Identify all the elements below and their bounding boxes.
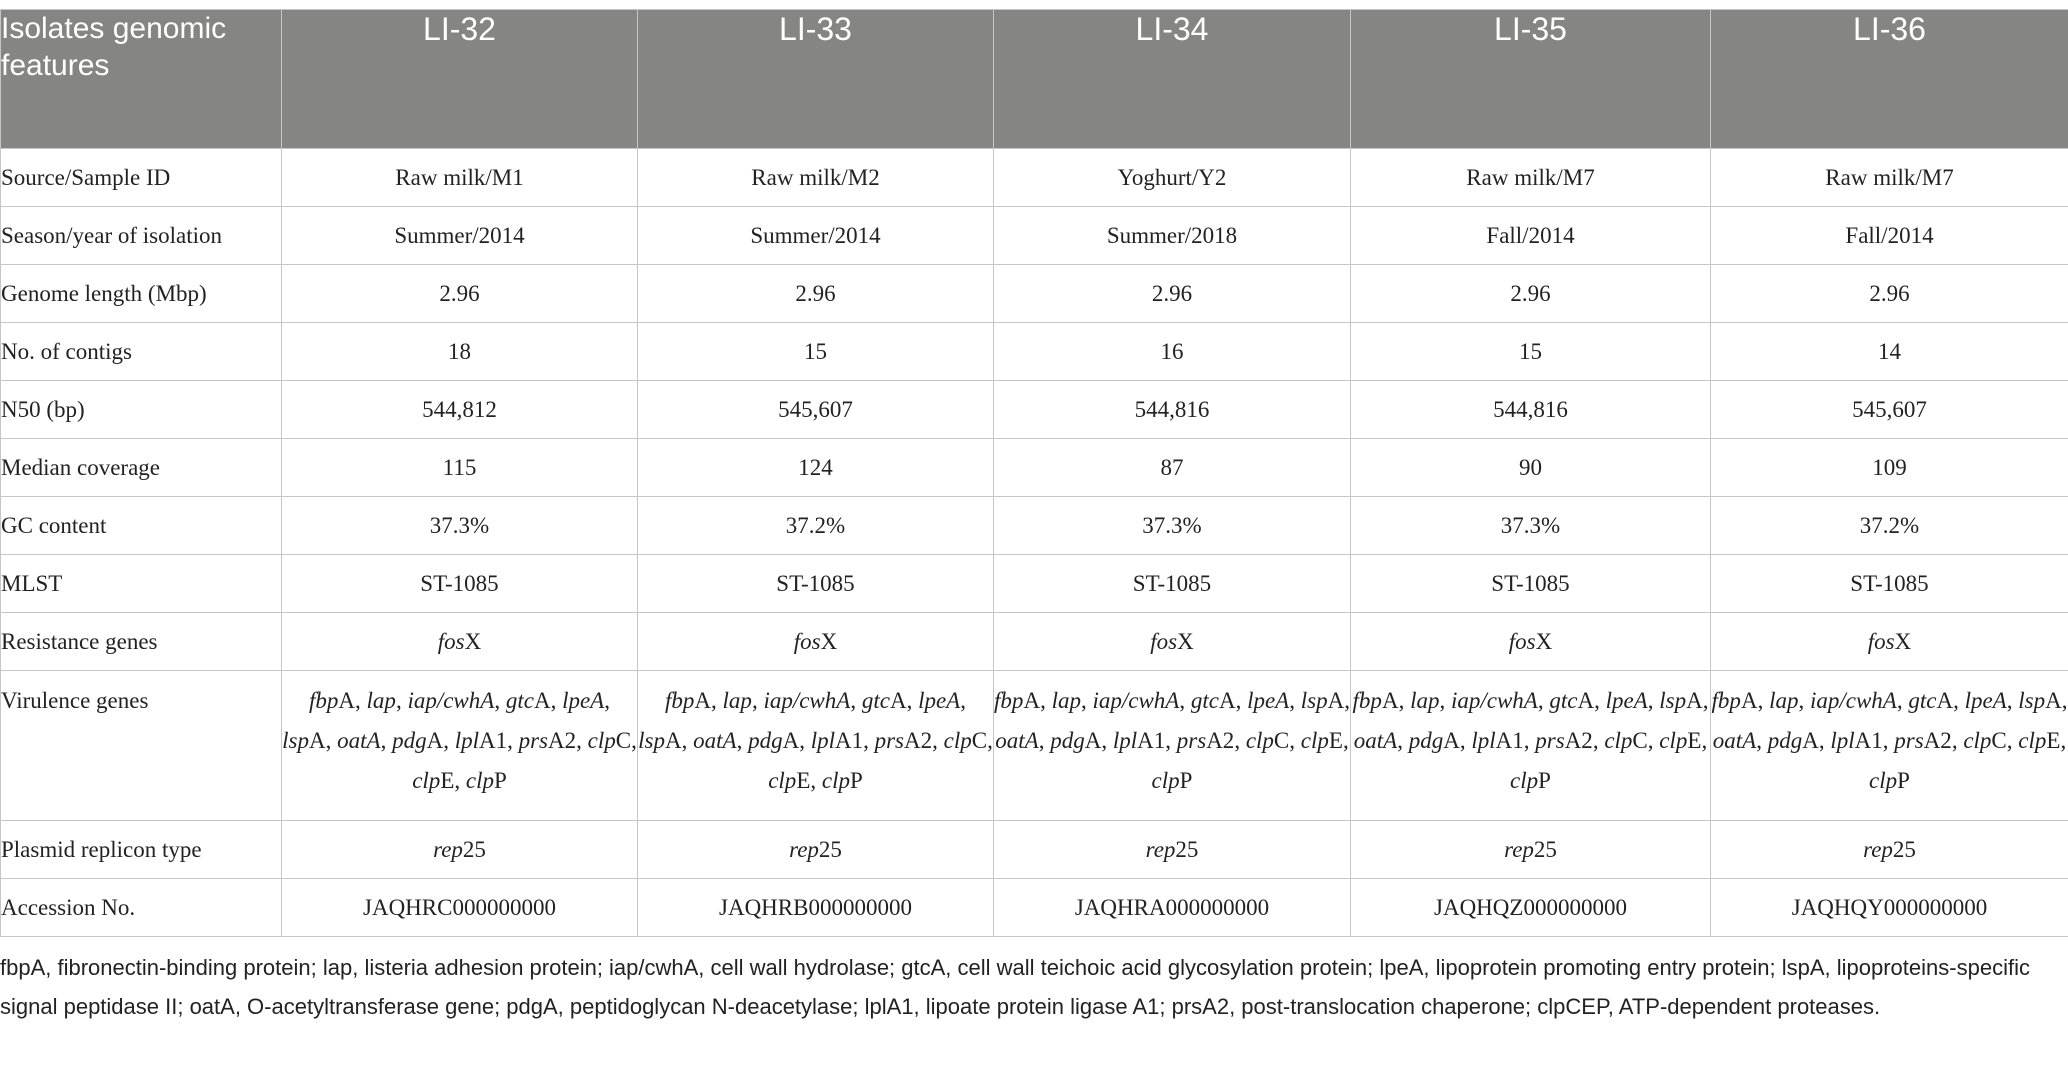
gene-name-italic: clp — [2018, 728, 2047, 753]
gene-suffix: P — [1897, 768, 1910, 793]
row-label: Accession No. — [1, 879, 282, 937]
gene-suffix: E — [2046, 728, 2061, 753]
table-cell — [994, 613, 1351, 671]
gene-suffix: 25 — [1175, 836, 1199, 862]
gene-suffix: C — [615, 728, 632, 753]
isolate-header: LI-32 — [282, 10, 638, 149]
gene-name-italic: rep — [1863, 836, 1893, 862]
gene-name-italic: pdg — [1050, 728, 1085, 753]
gene-suffix: X — [1177, 628, 1194, 654]
gene-entry — [768, 768, 810, 793]
virulence-genes-cell: fbpA, lap, iap/cwhA, gtcA, lpeA, lspA, oatA, pdgA, lplA1, prsA2, clpC, clpE, clpP — [1711, 671, 2068, 821]
gene-name-italic: lsp — [2018, 688, 2046, 713]
isolate-header: LI-33 — [638, 10, 994, 149]
gene-name-italic: prs — [1176, 728, 1207, 753]
gene-suffix: A — [338, 688, 356, 713]
gene-suffix: A — [2045, 688, 2062, 713]
table-cell: ST-1085 — [282, 555, 638, 613]
table-cell: Summer/2014 — [282, 207, 638, 265]
gene-entry — [412, 768, 454, 793]
table-cell: Yoghurt/Y2 — [994, 149, 1351, 207]
gene-entry — [309, 688, 355, 713]
table-cell: 90 — [1351, 439, 1711, 497]
table-cell: 2.96 — [638, 265, 994, 323]
corner-header: Isolates genomic features — [1, 10, 282, 149]
accession-cell: JAQHRA000000000 — [994, 879, 1351, 937]
table-cell: 37.3% — [994, 497, 1351, 555]
gene-entry — [1353, 688, 1399, 713]
gene-suffix: A — [1218, 688, 1236, 713]
gene-suffix: A2 — [1564, 728, 1593, 753]
gene-suffix: A — [1084, 728, 1102, 753]
table-row — [1, 439, 2068, 497]
gene-name-italic: gtc — [1549, 688, 1578, 713]
gene-entry — [1659, 688, 1702, 713]
gene-name-italic: fbp — [994, 688, 1024, 713]
table-cell — [1351, 613, 1711, 671]
row-label: MLST — [1, 555, 282, 613]
gene-entry — [392, 728, 443, 753]
gene-name-italic: prs — [874, 728, 905, 753]
gene-entry — [2018, 688, 2061, 713]
gene-entry — [1810, 688, 1897, 713]
gene-name-italic: rep — [1145, 836, 1176, 862]
gene-suffix: E — [796, 768, 811, 793]
gene-name-italic: clp — [587, 728, 616, 753]
gene-entry — [723, 688, 752, 713]
gene-name-italic: gtc — [505, 688, 534, 713]
table-row — [1, 555, 2068, 613]
gene-suffix: C — [1991, 728, 2007, 753]
table-cell: Raw milk/M7 — [1351, 149, 1711, 207]
gene-entry — [995, 728, 1038, 753]
gene-name-italic: clp — [1963, 728, 1992, 753]
table-row — [1, 323, 2068, 381]
table-cell: 87 — [994, 439, 1351, 497]
gene-entry — [748, 728, 799, 753]
table-row — [1, 265, 2068, 323]
gene-entry — [562, 688, 604, 713]
gene-name-italic: lpl — [810, 728, 835, 753]
gene-entry — [282, 728, 325, 753]
gene-suffix: A — [1740, 688, 1758, 713]
gene-name-italic: lsp — [282, 728, 309, 753]
gene-entry — [1712, 688, 1758, 713]
gene-name-italic: lpl — [1830, 728, 1855, 753]
row-label: GC content — [1, 497, 282, 555]
accession-cell: JAQHQY000000000 — [1711, 879, 2068, 937]
gene-name-italic: clp — [1300, 728, 1329, 753]
gene-suffix: A — [426, 728, 444, 753]
gene-name-italic: fos — [437, 628, 465, 654]
gene-entry — [506, 688, 551, 713]
table-cell: 37.2% — [638, 497, 994, 555]
table-cell: Summer/2018 — [994, 207, 1351, 265]
table-cell: 2.96 — [282, 265, 638, 323]
gene-entry — [466, 768, 507, 793]
gene-suffix: A — [1686, 688, 1703, 713]
gene-name-italic: lpeA — [1605, 688, 1648, 713]
gene-name-italic: clp — [1604, 728, 1633, 753]
gene-name-italic: lsp — [1300, 688, 1328, 713]
table-cell: ST-1085 — [994, 555, 1351, 613]
table-cell: ST-1085 — [1711, 555, 2068, 613]
table-header-row — [1, 10, 2068, 149]
gene-entry — [1410, 688, 1439, 713]
gene-name-italic: iap/cwhA — [1809, 688, 1897, 713]
gene-entry — [1894, 728, 1952, 753]
gene-name-italic: oatA — [337, 728, 381, 753]
gene-name-italic: clp — [943, 728, 972, 753]
gene-entry — [1659, 728, 1701, 753]
gene-entry — [1301, 688, 1344, 713]
gene-suffix: 25 — [818, 836, 842, 862]
table-cell — [282, 821, 638, 879]
virulence-genes-cell: fbpA, lap, iap/cwhA, gtcA, lpeA, lspA, oatA, pdgA, lplA1, prsA2, clpC, clpE, clpP — [638, 671, 994, 821]
gene-suffix: E — [1687, 728, 1702, 753]
table-cell — [638, 613, 994, 671]
gene-name-italic: fbp — [309, 688, 339, 713]
row-label: Source/Sample ID — [1, 149, 282, 207]
table-cell — [282, 613, 638, 671]
gene-name-italic: fos — [1508, 628, 1536, 654]
gene-name-italic: lap — [366, 688, 396, 713]
gene-entry — [588, 728, 631, 753]
gene-entry — [1177, 728, 1235, 753]
gene-entry — [1354, 728, 1397, 753]
gene-name-italic: fbp — [1711, 688, 1741, 713]
gene-suffix: C — [971, 728, 988, 753]
row-label: Season/year of isolation — [1, 207, 282, 265]
gene-name-italic: lpeA — [562, 688, 605, 713]
row-label: Virulence genes — [1, 671, 282, 821]
gene-suffix: A — [1327, 688, 1345, 713]
gene-name-italic: iap/cwhA — [407, 688, 495, 713]
gene-name-italic: lap — [1769, 688, 1799, 713]
gene-suffix: 25 — [462, 836, 486, 862]
gene-suffix: 25 — [1533, 836, 1557, 862]
gene-suffix: X — [1894, 628, 1912, 654]
table-cell: 2.96 — [1351, 265, 1711, 323]
gene-entry — [1409, 728, 1460, 753]
gene-name-italic: clp — [412, 768, 441, 793]
gene-entry — [1606, 688, 1648, 713]
gene-suffix: P — [493, 768, 507, 793]
gene-suffix: A — [533, 688, 551, 713]
gene-entry — [1113, 728, 1165, 753]
accession-cell: JAQHQZ000000000 — [1351, 879, 1711, 937]
gene-entry — [1549, 688, 1594, 713]
gene-name-italic: clp — [1151, 768, 1180, 793]
gene-entry — [1830, 728, 1882, 753]
table-cell: Fall/2014 — [1711, 207, 2068, 265]
gene-entry — [337, 728, 380, 753]
gene-name-italic: pdg — [1408, 728, 1444, 753]
gene-suffix: C — [1273, 728, 1290, 753]
gene-suffix: A — [1443, 728, 1460, 753]
table-cell: 544,812 — [282, 381, 638, 439]
gene-name-italic: pdg — [748, 728, 783, 753]
gene-name-italic: oatA — [1353, 728, 1398, 753]
gene-name-italic: lsp — [1659, 688, 1687, 713]
gene-suffix: A — [1577, 688, 1595, 713]
table-row — [1, 879, 2068, 937]
gene-name-italic: pdg — [392, 728, 427, 753]
gene-name-italic: fos — [1867, 628, 1895, 654]
gene-name-italic: lpl — [1112, 728, 1138, 753]
gene-name-italic: iap/cwhA — [1092, 688, 1180, 713]
accession-cell: JAQHRC000000000 — [282, 879, 638, 937]
virulence-genes-cell: fbpA, lap, iap/cwhA, gtcA, lpeA, lspA, oatA, pdgA, lplA1, prsA2, clpC, clpE, clpP — [994, 671, 1351, 821]
row-label: Median coverage — [1, 439, 282, 497]
gene-entry — [862, 688, 907, 713]
gene-name-italic: lap — [1051, 688, 1081, 713]
gene-name-italic: lpeA — [918, 688, 961, 713]
gene-entry — [918, 688, 960, 713]
gene-name-italic: clp — [1869, 768, 1898, 793]
gene-suffix: A — [309, 728, 326, 753]
gene-suffix: A — [665, 728, 682, 753]
gene-suffix: A1 — [1854, 728, 1883, 753]
gene-name-italic: lap — [1410, 688, 1440, 713]
gene-name-italic: pdg — [1767, 728, 1803, 753]
gene-suffix: A — [1936, 688, 1954, 713]
gene-suffix: X — [820, 628, 838, 654]
table-cell: 124 — [638, 439, 994, 497]
gene-name-italic: rep — [433, 836, 463, 862]
gene-entry — [1963, 728, 2006, 753]
gene-entry — [1510, 768, 1551, 793]
gene-name-italic: prs — [518, 728, 549, 753]
row-label: No. of contigs — [1, 323, 282, 381]
gene-suffix: A1 — [1137, 728, 1166, 753]
gene-entry — [1769, 688, 1798, 713]
gene-name-italic: lpl — [454, 728, 479, 753]
gene-name-italic: lpl — [1471, 728, 1496, 753]
gene-suffix: A — [1023, 688, 1041, 713]
gene-suffix: P — [1179, 768, 1193, 793]
table-cell: 16 — [994, 323, 1351, 381]
table-cell: 115 — [282, 439, 638, 497]
gene-entry — [944, 728, 987, 753]
table-cell: 109 — [1711, 439, 2068, 497]
gene-name-italic: clp — [1510, 768, 1539, 793]
gene-name-italic: fos — [793, 628, 821, 654]
isolate-header: LI-35 — [1351, 10, 1711, 149]
gene-name-italic: fbp — [665, 688, 695, 713]
gene-suffix: P — [849, 768, 863, 793]
gene-entry — [1471, 728, 1523, 753]
table-cell: 18 — [282, 323, 638, 381]
row-label: N50 (bp) — [1, 381, 282, 439]
table-row — [1, 497, 2068, 555]
gene-suffix: A1 — [834, 728, 864, 753]
table-cell: Raw milk/M1 — [282, 149, 638, 207]
row-label: Resistance genes — [1, 613, 282, 671]
gene-suffix: 25 — [1892, 836, 1916, 862]
gene-entry — [519, 728, 577, 753]
gene-entry — [1768, 728, 1819, 753]
gene-name-italic: iap/cwhA — [763, 688, 851, 713]
gene-entry — [1247, 688, 1289, 713]
gene-suffix: E — [440, 768, 455, 793]
gene-suffix: A — [1381, 688, 1399, 713]
gene-entry — [1535, 728, 1593, 753]
gene-entry — [811, 728, 863, 753]
table-cell — [638, 821, 994, 879]
gene-entry — [1965, 688, 2007, 713]
table-cell: 544,816 — [1351, 381, 1711, 439]
gene-suffix: A — [694, 688, 712, 713]
table-cell: 37.3% — [282, 497, 638, 555]
gene-name-italic: oatA — [693, 728, 737, 753]
gene-entry — [1152, 768, 1193, 793]
table-cell: 545,607 — [638, 381, 994, 439]
table-row — [1, 613, 2068, 671]
gene-suffix: C — [1632, 728, 1648, 753]
gene-name-italic: lpeA — [1964, 688, 2007, 713]
gene-suffix: A2 — [1923, 728, 1952, 753]
gene-entry — [407, 688, 494, 713]
gene-name-italic: clp — [465, 768, 494, 793]
gene-entry — [1713, 728, 1756, 753]
gene-name-italic: rep — [1504, 836, 1534, 862]
gene-name-italic: lap — [722, 688, 752, 713]
table-cell: Fall/2014 — [1351, 207, 1711, 265]
table-cell: ST-1085 — [1351, 555, 1711, 613]
gene-entry — [822, 768, 863, 793]
virulence-genes-cell: fbpA, lap, iap/cwhA, gtcA, lpeA, lspA, oatA, pdgA, lplA1, prsA2, clpC, clpE, clpP — [282, 671, 638, 821]
gene-entry — [1191, 688, 1236, 713]
table-cell: 2.96 — [1711, 265, 2068, 323]
gene-entry — [693, 728, 736, 753]
row-label: Genome length (Mbp) — [1, 265, 282, 323]
gene-suffix: X — [1535, 628, 1553, 654]
gene-entry — [2018, 728, 2060, 753]
table-cell: 544,816 — [994, 381, 1351, 439]
table-cell — [1711, 613, 2068, 671]
accession-cell: JAQHRB000000000 — [638, 879, 994, 937]
gene-name-italic: clp — [821, 768, 850, 793]
table-cell — [1711, 821, 2068, 879]
gene-name-italic: gtc — [1190, 688, 1219, 713]
gene-name-italic: lpeA — [1247, 688, 1290, 713]
table-cell: 545,607 — [1711, 381, 2068, 439]
gene-entry — [875, 728, 933, 753]
table-row — [1, 149, 2068, 207]
gene-suffix: P — [1538, 768, 1551, 793]
gene-entry — [763, 688, 850, 713]
table-cell — [1351, 821, 1711, 879]
table-footnote: fbpA, fibronectin-binding protein; lap, listeria adhesion protein; iap/cwhA, cell wall hydrolase; gtcA, cell wall teichoic acid glycosylation protein; lpeA, lipoprotein promoting entry protein; lspA, lipoproteins-specific signal peptidase II; oatA, O-acetyltransferase gene; pdgA, peptidoglycan N-deacetylase; lplA1, lipoate protein ligase A1; prsA2, post-translocation chaperone; clpCEP, ATP-dependent proteases. — [0, 955, 2030, 1019]
gene-suffix: A — [782, 728, 800, 753]
gene-name-italic: fbp — [1352, 688, 1382, 713]
isolate-header: LI-36 — [1711, 10, 2068, 149]
gene-suffix: A2 — [548, 728, 577, 753]
gene-entry — [1050, 728, 1101, 753]
table-cell: 2.96 — [994, 265, 1351, 323]
gene-name-italic: lsp — [638, 728, 665, 753]
table-cell: 15 — [638, 323, 994, 381]
gene-entry — [1908, 688, 1953, 713]
genomic-features-table — [0, 9, 2068, 937]
table-row — [1, 381, 2068, 439]
table-cell — [994, 821, 1351, 879]
gene-name-italic: rep — [789, 836, 819, 862]
table-cell: Summer/2014 — [638, 207, 994, 265]
gene-name-italic: oatA — [1712, 728, 1757, 753]
gene-name-italic: prs — [1894, 728, 1924, 753]
virulence-genes-cell: fbpA, lap, iap/cwhA, gtcA, lpeA, lspA, oatA, pdgA, lplA1, prsA2, clpC, clpE, clpP — [1351, 671, 1711, 821]
table-row — [1, 671, 2068, 821]
gene-entry — [1604, 728, 1647, 753]
gene-name-italic: iap/cwhA — [1450, 688, 1538, 713]
table-row — [1, 821, 2068, 879]
gene-name-italic: fos — [1150, 628, 1178, 654]
gene-entry — [994, 688, 1040, 713]
gene-name-italic: gtc — [1908, 688, 1937, 713]
gene-entry — [367, 688, 396, 713]
isolate-header: LI-34 — [994, 10, 1351, 149]
gene-suffix: E — [1328, 728, 1343, 753]
table-cell: 37.2% — [1711, 497, 2068, 555]
gene-suffix: A2 — [1206, 728, 1235, 753]
table-cell: 14 — [1711, 323, 2068, 381]
gene-name-italic: clp — [768, 768, 797, 793]
gene-entry — [1092, 688, 1179, 713]
gene-name-italic: prs — [1535, 728, 1565, 753]
gene-entry — [1301, 728, 1343, 753]
gene-suffix: A — [1802, 728, 1819, 753]
gene-suffix: A1 — [1495, 728, 1524, 753]
gene-name-italic: clp — [1245, 728, 1274, 753]
table-row — [1, 207, 2068, 265]
table-cell: 37.3% — [1351, 497, 1711, 555]
gene-entry — [1052, 688, 1081, 713]
gene-entry — [1869, 768, 1910, 793]
gene-entry — [1246, 728, 1289, 753]
gene-name-italic: oatA — [995, 728, 1039, 753]
table-cell: Raw milk/M7 — [1711, 149, 2068, 207]
gene-suffix: A — [889, 688, 907, 713]
gene-name-italic: gtc — [861, 688, 890, 713]
gene-entry — [638, 728, 681, 753]
table-cell: 15 — [1351, 323, 1711, 381]
table-cell: Raw milk/M2 — [638, 149, 994, 207]
row-label: Plasmid replicon type — [1, 821, 282, 879]
gene-suffix: A2 — [904, 728, 933, 753]
gene-entry — [665, 688, 711, 713]
gene-entry — [455, 728, 507, 753]
table-cell: ST-1085 — [638, 555, 994, 613]
gene-entry — [1451, 688, 1538, 713]
gene-name-italic: clp — [1659, 728, 1688, 753]
gene-suffix: X — [464, 628, 482, 654]
gene-suffix: A1 — [478, 728, 508, 753]
